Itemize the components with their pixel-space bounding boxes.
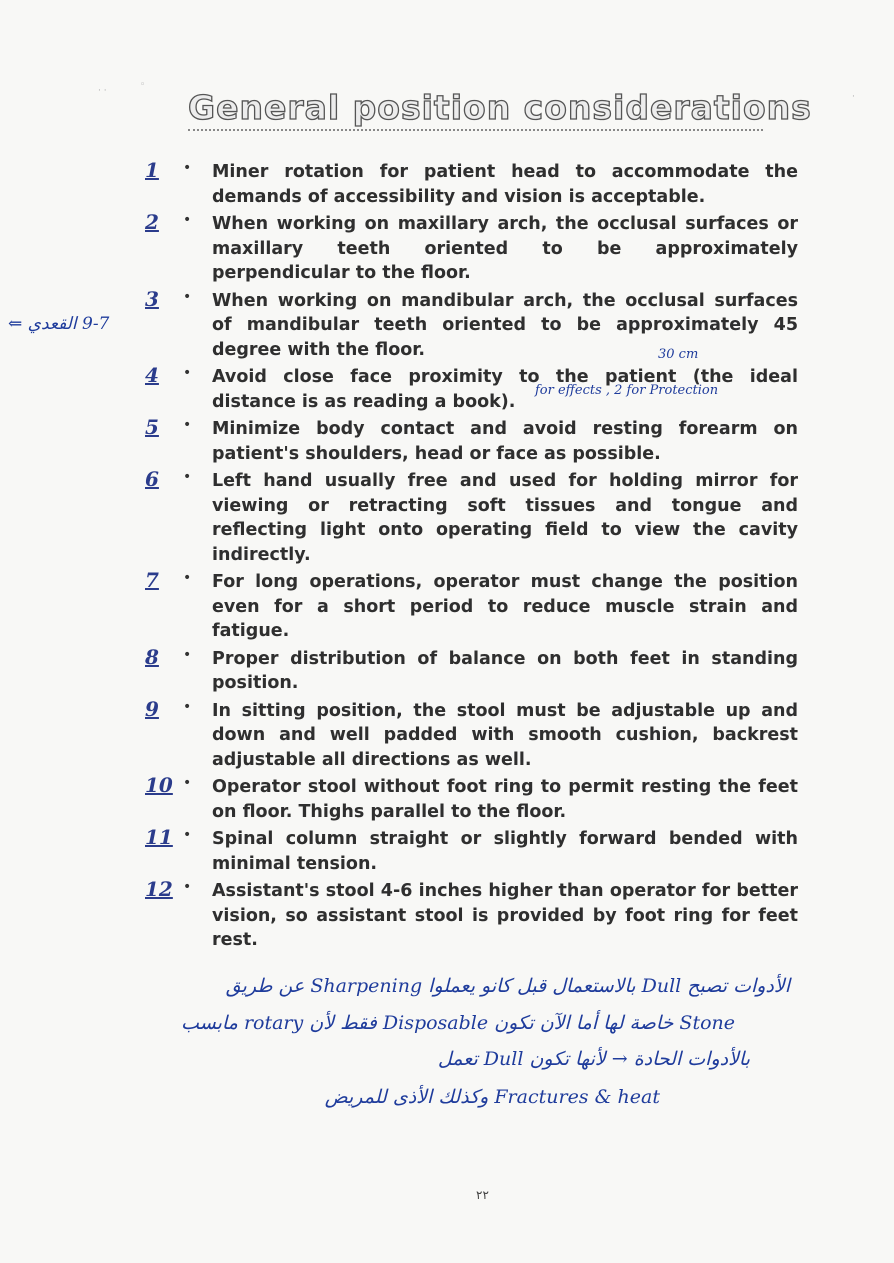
item-number: 11 [145, 825, 173, 849]
bullet-icon: • [183, 417, 192, 433]
item-text: Left hand usually free and used for holding mirror for viewing or retracting soft tissues and tongue and reflecting light onto operating field to view the cavity indirectly. [212, 471, 798, 565]
item-text: Avoid close face proximity to the patient (the ideal distance is as reading a book). [212, 367, 798, 412]
handwritten-note-line: Fractures & heat وكذلك الأذى للمريض [324, 1086, 660, 1108]
margin-note: 9-7 القعدي ⇐ [8, 314, 110, 334]
list-item [0, 696, 894, 773]
item-text: In sitting position, the stool must be adjustable up and down and well padded with smooth cushion, backrest adjustable all directions as well. [212, 700, 798, 770]
bullet-icon: • [183, 698, 192, 715]
item-number: 3 [145, 286, 159, 311]
item-text: Miner rotation for patient head to accommodate the demands of accessibility and vision is acceptable. [212, 162, 798, 207]
item-number: 4 [145, 363, 159, 387]
item-text: Minimize body contact and avoid resting forearm on patient's shoulders, head or face as possible. [212, 419, 798, 464]
scan-speck: ◦ [140, 80, 146, 90]
item-number: 9 [145, 696, 159, 721]
item-number: 1 [145, 158, 159, 182]
list-item [0, 365, 894, 414]
item-number: 8 [145, 644, 159, 669]
considerations-list [0, 160, 894, 956]
list-item [0, 644, 894, 696]
item-text: For long operations, operator must change the position even for a short period to reduce muscle strain and fatigue. [212, 572, 798, 641]
item-number: 12 [145, 877, 173, 901]
bullet-icon: • [183, 288, 192, 305]
bullet-icon: • [183, 160, 192, 176]
list-item [0, 775, 894, 824]
handwritten-note-line: الأدوات تصبح Dull بالاستعمال قبل كانو يعملوا Sharpening عن طريق [225, 975, 790, 997]
bullet-icon: • [183, 570, 192, 586]
page-title: General position considerations [188, 88, 763, 131]
handwritten-note-line: Stone خاصة لها أما الآن تكون Disposable فقط لأن rotary مابسب [181, 1012, 735, 1034]
list-item [0, 827, 894, 876]
item-number: 10 [145, 773, 173, 797]
item-text: When working on maxillary arch, the occlusal surfaces or maxillary teeth oriented to be approximately perpendicular to the floor. [212, 214, 798, 283]
scan-speck: · [852, 92, 855, 102]
item-text: Assistant's stool 4-6 inches higher than operator for better vision, so assistant stool is provided by foot ring for feet rest. [212, 881, 798, 950]
list-item [0, 417, 894, 466]
distance-annotation: 30 cm [658, 347, 699, 362]
list-item [0, 469, 894, 567]
item-text: Proper distribution of balance on both feet in standing position. [212, 648, 798, 693]
bullet-icon: • [183, 212, 192, 228]
bullet-icon: • [183, 775, 192, 791]
list-item [0, 212, 894, 286]
item-text: When working on mandibular arch, the occlusal surfaces of mandibular teeth oriented to be approximately 45 degree with the floor. [212, 290, 798, 360]
bullet-icon: • [183, 827, 192, 843]
item-number: 6 [145, 467, 159, 491]
list-item [0, 570, 894, 644]
bullet-icon: • [183, 646, 192, 663]
item-text: Spinal column straight or slightly forward bended with minimal tension. [212, 829, 798, 874]
effects-annotation: for effects , 2 for Protection [535, 383, 719, 398]
scan-speck: · · [98, 86, 107, 96]
item-number: 7 [145, 568, 159, 592]
handwritten-note-line: بالأدوات الحادة → لأنها تكون Dull تعمل [437, 1048, 750, 1070]
list-item [0, 160, 894, 209]
item-number: 2 [145, 210, 159, 234]
item-number: 5 [145, 415, 159, 439]
bullet-icon: • [183, 469, 192, 485]
list-item [0, 286, 894, 363]
item-text: Operator stool without foot ring to permit resting the feet on floor. Thighs parallel to the floor. [212, 777, 798, 822]
list-item [0, 879, 894, 953]
page-number: ٢٢ [476, 1188, 489, 1202]
bullet-icon: • [183, 365, 192, 381]
bullet-icon: • [183, 879, 192, 895]
